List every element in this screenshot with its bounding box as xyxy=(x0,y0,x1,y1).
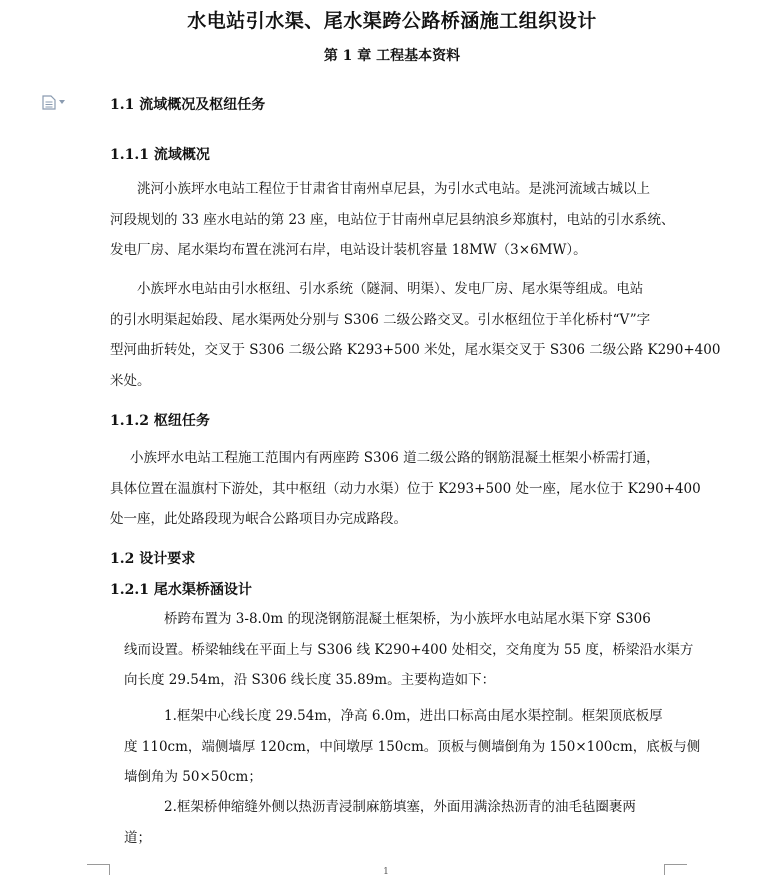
paragraph-line: 1.框架中心线长度 29.54m，净高 6.0m，进出口标高由尾水渠控制。框架顶底板厚 xyxy=(164,708,663,724)
document-menu-button[interactable] xyxy=(42,94,68,110)
paragraph xyxy=(110,174,675,266)
section-heading-1-2: 1.2 设计要求 xyxy=(110,551,196,567)
paragraph-line: 米处。 xyxy=(110,372,151,389)
paragraph-line: 小族坪水电站由引水枢纽、引水系统（隧洞、明渠）、发电厂房、尾水渠等组成。电站 xyxy=(137,281,644,297)
paragraph-line: 洮河小族坪水电站工程位于甘肃省甘南州卓尼县，为引水式电站。是洮河流域古城以上 xyxy=(137,181,650,197)
paragraph xyxy=(110,443,701,535)
paragraph xyxy=(124,701,700,793)
paragraph-line: 墙倒角为 50×50cm； xyxy=(124,769,262,785)
paragraph xyxy=(124,604,693,696)
paragraph-line: 小族坪水电站工程施工范围内有两座跨 S306 道二级公路的钢筋混凝土框架小桥需打通， xyxy=(130,450,660,466)
chapter-heading: 第 1 章 工程基本资料 xyxy=(323,48,461,64)
paragraph-line: 河段规划的 33 座水电站的第 23 座，电站位于甘南州卓尼县纳浪乡郑旗村，电站的引水系统、 xyxy=(110,211,675,228)
paragraph-line: 线而设置。桥梁轴线在平面上与 S306 线 K290+400 处相交，交角度为 55 度，桥梁沿水渠方 xyxy=(124,641,694,658)
paragraph-line: 向长度 29.54m，沿 S306 线长度 35.89m。主要构造如下： xyxy=(124,672,496,688)
paragraph-line: 型河曲折转处，交叉于 S306 二级公路 K293+500 米处，尾水渠交叉于 S306 二级公路 K290+400 xyxy=(110,342,721,358)
paragraph-line: 发电厂房、尾水渠均布置在洮河右岸，电站设计装机容量 18MW（3×6MW）。 xyxy=(110,242,587,258)
paragraph-line: 处一座，此处路段现为岷合公路项目办完成路段。 xyxy=(110,511,407,527)
paragraph-line: 度 110cm，端侧墙厚 120cm，中间墩厚 150cm。顶板与侧墙倒角为 150×100cm，底板与侧 xyxy=(124,738,701,755)
section-heading-1-1-2: 1.1.2 枢纽任务 xyxy=(110,413,210,429)
paragraph xyxy=(110,274,720,396)
paragraph-line: 具体位置在温旗村下游处，其中枢纽（动力水渠）位于 K293+500 处一座，尾水位于 K290+400 xyxy=(110,480,701,497)
chevron-down-icon xyxy=(59,100,65,104)
document-icon xyxy=(42,95,56,110)
paragraph-line: 道； xyxy=(124,829,151,846)
paragraph-line: 的引水明渠起始段、尾水渠两处分别与 S306 二级公路交叉。引水枢纽位于羊化桥村“V”字 xyxy=(110,311,651,328)
section-heading-1-1: 1.1 流域概况及枢纽任务 xyxy=(110,97,266,113)
paragraph-line: 2.框架桥伸缩缝外侧以热沥青浸制麻筋填塞，外面用满涂热沥青的油毛毡圈裹两 xyxy=(164,799,636,815)
section-heading-1-2-1: 1.2.1 尾水渠桥涵设计 xyxy=(110,582,252,598)
paragraph-line: 桥跨布置为 3-8.0m 的现浇钢筋混凝土框架桥，为小族坪水电站尾水渠下穿 S306 xyxy=(164,611,651,627)
section-heading-1-1-1: 1.1.1 流域概况 xyxy=(110,147,210,163)
page-number: 1 xyxy=(383,867,389,877)
document-title: 水电站引水渠、尾水渠跨公路桥涵施工组织设计 xyxy=(187,10,597,32)
paragraph xyxy=(124,792,636,853)
